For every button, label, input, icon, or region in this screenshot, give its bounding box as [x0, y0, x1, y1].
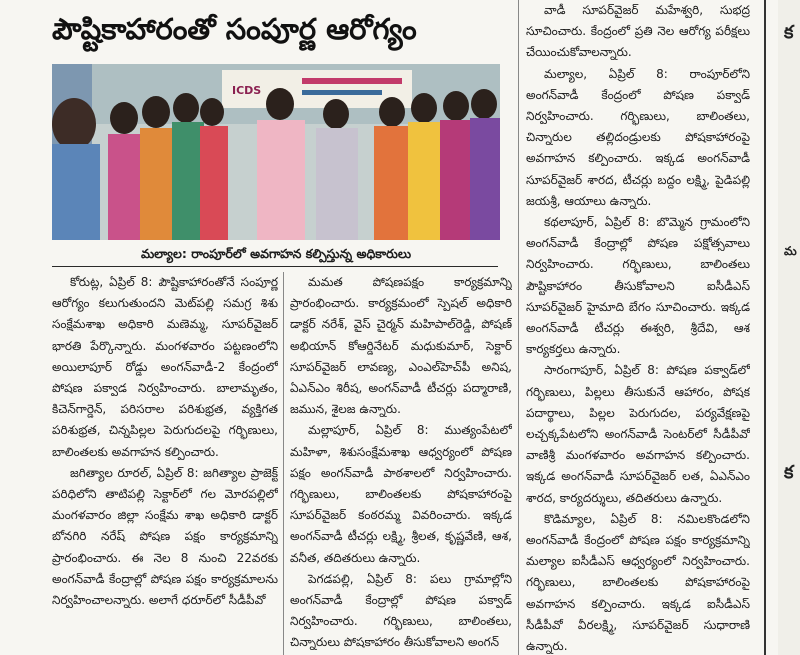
column-3-paragraph: మల్యాల, ఏప్రిల్ 8: రాంపూర్‌లోని అంగన్‌వాడీ కేంద్రంలో పోషణ పక్వాడ్ నిర్వహించారు. గర్భిణులు, బాలింతలు, చిన్నారుల తల్లిదండ్రులకు పోషకాహారంపై అవగాహన కల్పించారు. ఇక్కడ అంగన్‌వాడీ సూపర్‌వైజర్ శారద, టీచర్లు బద్దం లక్ష్మి, పైడిపల్లి జయశ్రీ, ఆయాలు ఉన్నారు. — [526, 66, 750, 208]
column-3-paragraph: సారంగాపూర్, ఏప్రిల్ 8: పోషణ పక్వాడ్‌లో గర్భిణులు, పిల్లలు తీసుకునే ఆహారం, పోషక పదార్థాలు, పిల్లల పెరుగుదల, పర్యవేక్షణపై లచ్చక్కపేటలోని అంగన్‌వాడీ సెంటర్‌లో సీడీపీవో వాణిశ్రీ మంగళవారం అవగాహన కల్పించారు. ఇక్కడ అంగన్‌వాడీ సూపర్‌వైజర్ లత, ఏఎన్‌ఎం శారద, కార్యదర్శులు, తదితరులు ఉన్నారు. — [526, 363, 750, 505]
article-column-2 — [290, 272, 512, 655]
article-column-1 — [52, 272, 278, 655]
column-1-paragraph: కోరుట్ల, ఏప్రిల్ 8: పౌష్టికాహారంతోనే సంపూర్ణ ఆరోగ్యం కలుగుతుందని మెట్‌పల్లి సమగ్ర శిశు సంక్షేమశాఖ అధికారి మణెమ్మ, సూపర్‌వైజర్ భారతి పేర్కొన్నారు. మంగళవారం పట్టణంలోని అయిలాపూర్ రోడ్డు అంగన్‌వాడీ-2 కేంద్రంలో పోషణ పక్వాడ నిర్వహించారు. బాలామృతం, కిచెన్‌గార్డెన్, పరిసరాల పరిశుభ్రత, వ్యక్తిగత పరిశుభ్రత, చిన్నపిల్లల పెరుగుదలపై గర్భిణులు, బాలింతలకు అవగాహన కల్పించారు. — [52, 275, 278, 459]
column-3-paragraph: కొడిమ్యాల, ఏప్రిల్ 8: నమిలకొండలోని అంగన్‌వాడీ కేంద్రంలో పోషణ పక్షం కార్యక్రమాన్ని మల్యాల ఐసీడీఎస్ ఆధ్వర్యంలో నిర్వహించారు. గర్భిణులు, బాలింతలకు పోషకాహారంపై అవగాహన కల్పించారు. ఇక్కడ ఐసీడీఎస్ సీడీపీవో వీరలక్ష్మి, సూపర్‌వైజర్ సుధారాణి ఉన్నారు. — [526, 511, 750, 654]
page-divider — [764, 0, 766, 655]
column-2-paragraph: మల్లాపూర్, ఏప్రిల్ 8: ముత్యంపేటలో మహిళా, శిశుసంక్షేమశాఖ ఆధ్వర్యంలో పోషణ పక్షం అంగన్‌వాడీ పాఠశాలలో నిర్వహించారు. గర్భిణులు, బాలింతలకు పోషకాహారంపై సూపర్‌వైజర్ కంఠరమ్మ వివరించారు. ఇక్కడ అంగన్‌వాడీ టీచర్లు లక్ష్మి, శ్రీలత, కృష్ణవేణి, ఆశ, వనీత, తదితరులు ఉన్నారు. — [290, 423, 512, 565]
photo-banner-text: ICDS — [232, 84, 262, 97]
caption-rule — [52, 266, 498, 267]
adjacent-headline-fragment: క — [784, 22, 794, 43]
column-2-paragraph: పెగడపల్లి, ఏప్రిల్ 8: పలు గ్రామాల్లోని అంగన్‌వాడీ కేంద్రాల్లో పోషణ పక్వాడ్ నిర్వహించారు. గర్భిణులు, బాలింతలు, చిన్నారులు పోషకాహారం తీసుకోవాలని అంగన్ — [290, 571, 512, 650]
column-divider — [283, 272, 284, 655]
column-2-paragraph: మమత పోషణపక్షం కార్యక్రమాన్ని ప్రారంభించారు. కార్యక్రమంలో స్పెషల్ అధికారి డాక్టర్ నరేశ్, వైస్ చైర్మన్ మహిపాల్‌రెడ్డి, పోషణ్ అభియాన్ కోఆర్డినేటర్ మధుకుమార్, సెక్టార్ సూపర్‌వైజర్ లావణ్య, ఎంఎల్‌హెచ్‌పీ అనిష, ఏఎన్‌ఎం శిరీష, అంగన్‌వాడీ టీచర్లు పద్మారాణి, జమున, శైలజ ఉన్నారు. — [290, 275, 512, 417]
adjacent-headline-fragment: క — [784, 462, 794, 483]
column-3-paragraph: కథలాపూర్, ఏప్రిల్ 8: బొమ్మెన గ్రామంలోని అంగన్‌వాడీ కేంద్రాల్లో పోషణ పక్షోత్సవాలు నిర్వహించారు. గర్భిణులు, బాలింతలు పౌష్టికాహారం తీసుకోవాలని ఐసీడీఎస్ సూపర్‌వైజర్ హైమాది బేగం సూచించారు. ఇక్కడ అంగన్‌వాడీ టీచర్లు ఈశ్వరి, శ్రీదేవి, ఆశ కార్యకర్తలు ఉన్నారు. — [526, 215, 750, 357]
column-1-paragraph: జగిత్యాల రూరల్, ఏప్రిల్ 8: జగిత్యాల ప్రాజెక్ట్ పరిధిలోని తాటిపల్లి సెక్టార్‌లో గల మోరపల్లిలో మంగళవారం జిల్లా సంక్షేమ శాఖ అధికారి డాక్టర్ బోనగిరి నరేష్ పోషణ పక్షం కార్యక్రమాన్ని ప్రారంభించారు. ఈ నెల 8 నుంచి 22వరకు అంగన్‌వాడీ కేంద్రాల్లో పోషణ పక్షం కార్యక్రమాలను నిర్వహించాలన్నారు. అలాగే ధరూర్‌లో సీడీపీవో — [52, 465, 278, 608]
photo-caption: మల్యాల: రాంపూర్‌లో అవగాహన కల్పిస్తున్న అధికారులు — [140, 246, 412, 261]
adjacent-caption-fragment: మ — [784, 244, 797, 258]
article-photo — [52, 64, 500, 240]
column-3-paragraph: వాడీ సూపర్‌వైజర్ మహేశ్వరి, సుభద్ర సూచించారు. కేంద్రంలో ప్రతి నెల ఆరోగ్య పరీక్షలు చేయించుకోవాలన్నారు. — [526, 3, 750, 60]
article-column-3 — [526, 0, 750, 655]
column-divider — [518, 0, 519, 655]
adjacent-article-strip — [778, 0, 800, 655]
article-headline: పౌష్టికాహారంతో సంపూర్ణ ఆరోగ్యం — [52, 12, 417, 46]
